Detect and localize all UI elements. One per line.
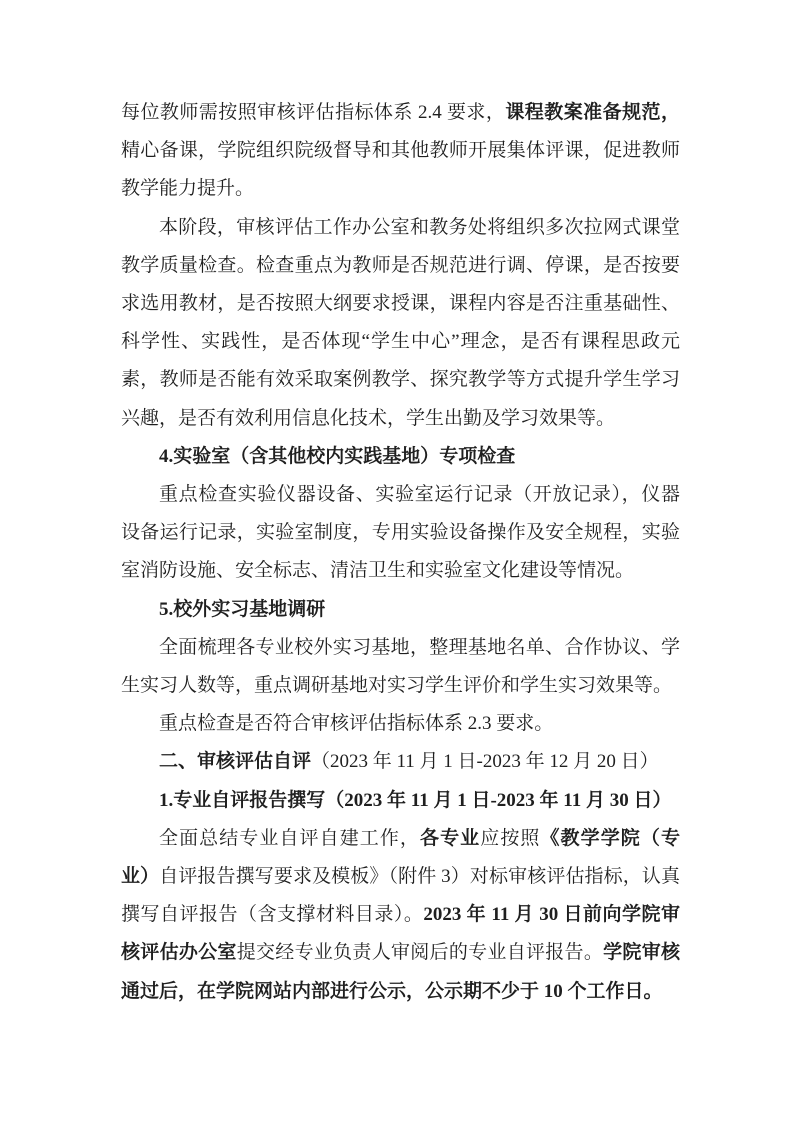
text-run: 4.实验室（含其他校内实践基地）专项检查	[159, 445, 516, 467]
heading-section-2-self-evaluation	[121, 743, 680, 781]
text-run: 重点检查实验仪器设备、实验室运行记录（开放记录），仪器设备运行记录，实验室制度，专用实验设备操作及安全规程，实验室消防设施、安全标志、清洁卫生和实验室文化建设等情况。	[121, 484, 680, 582]
text-run: 二、审核评估自评	[159, 751, 312, 773]
paragraph-self-evaluation-report-detail	[121, 820, 680, 1011]
text-run: 精心备课，学院组织院级督导和其他教师开展集体评课，促进教师教学能力提升。	[121, 140, 680, 200]
text-run: 各专业	[420, 827, 481, 849]
text-run: 5.校外实习基地调研	[159, 598, 326, 620]
text-run: 应按照	[480, 827, 541, 849]
text-run: 全面总结专业自评自建工作，	[159, 827, 421, 849]
text-run: 课程教案准备规范，	[505, 102, 680, 123]
text-run: 重点检查是否符合审核评估指标体系 2.3 要求。	[159, 713, 554, 735]
text-run: 每位教师需按照审核评估指标体系 2.4 要求，	[121, 102, 506, 123]
paragraph-indicator-2-3-check	[121, 705, 680, 743]
heading-offcampus-internship-base	[121, 591, 680, 629]
text-run: 2023 年 11 月 30 日前向学院审核评估办公室	[121, 904, 680, 964]
paragraph-lab-inspection-detail	[121, 476, 680, 591]
text-run: 本阶段，审核评估工作办公室和教务处将组织多次拉网式课堂教学质量检查。检查重点为教师是否规范进行调、停课，是否按要求选用教材，是否按照大纲要求授课，课程内容是否注重基础性、科学性、实践性，是否体现“学生中心”理念，是否有课程思政元素，教师是否能有效采取案例教学、探究教学等方式提升学生学习兴趣，是否有效利用信息化技术，学生出勤及学习效果等。	[121, 216, 680, 429]
paragraph-internship-base-detail	[121, 629, 680, 705]
paragraph-classroom-quality-check	[121, 209, 680, 438]
text-run: 1.专业自评报告撰写（2023 年 11 月 1 日-2023 年 11 月 30 日）	[159, 789, 672, 811]
text-run: 提交经专业负责人审阅后的专业自评报告。	[236, 942, 604, 964]
text-run: （2023 年 11 月 1 日-2023 年 12 月 20 日）	[311, 751, 659, 773]
paragraph-teacher-requirements	[121, 94, 680, 209]
text-run: 自评报告撰写要求及模板》（附件 3）对标审核评估指标，认真撰写自评报告（含支撑材料目录）。	[121, 866, 680, 926]
heading-item-1-self-evaluation-report	[121, 782, 680, 820]
heading-lab-special-inspection	[121, 438, 680, 476]
document-text-block	[121, 94, 680, 1011]
text-run: 全面梳理各专业校外实习基地，整理基地名单、合作协议、学生实习人数等，重点调研基地对实习学生评价和学生实习效果等。	[121, 636, 680, 697]
text-run: 《教学学院（专业）	[121, 827, 680, 888]
text-run: 学院审核通过后，在学院网站内部进行公示，公示期不少于 10 个工作日。	[121, 942, 680, 1002]
